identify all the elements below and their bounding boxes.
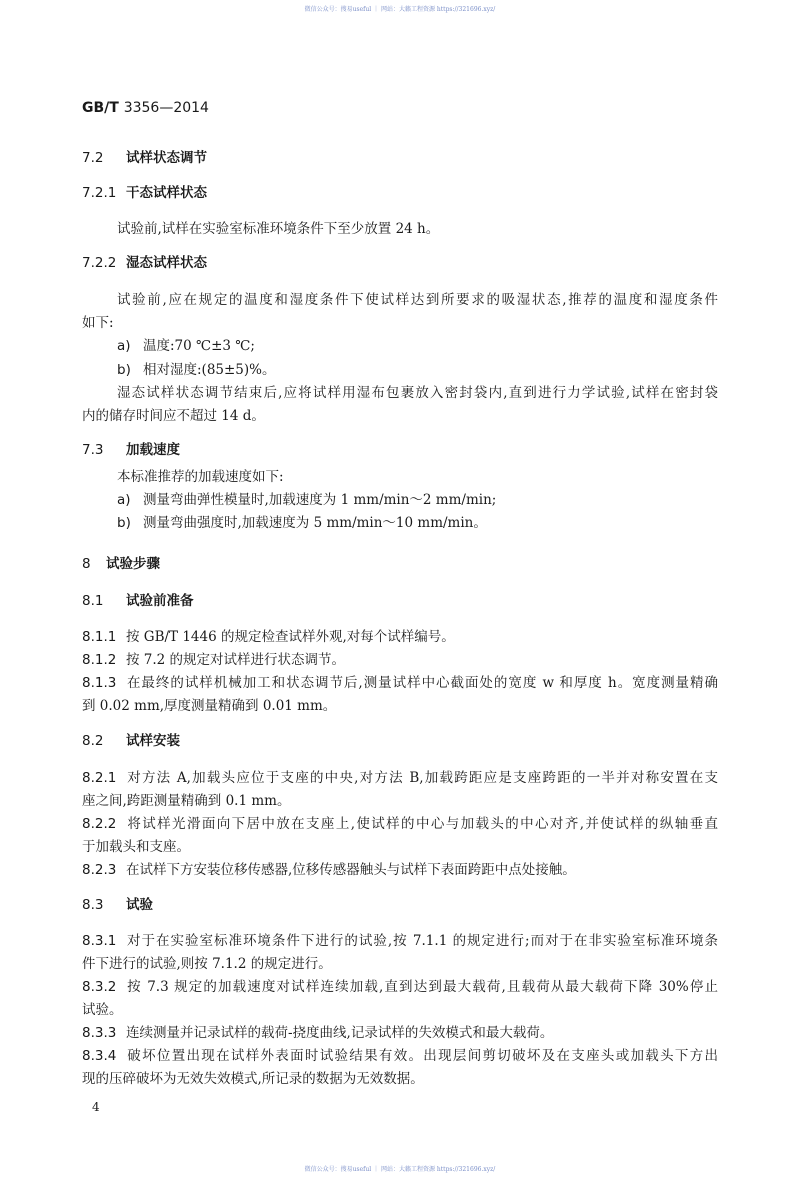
section-title: 干态试样状态: [126, 185, 207, 201]
list-item: [117, 361, 276, 379]
clause-number: 8.1.2: [82, 652, 117, 668]
clause-text: 在最终的试样机械加工和状态调节后,测量试样中心截面处的宽度 w 和厚度 h。宽度测量精确: [126, 675, 718, 691]
section-7-2-2-heading: [82, 254, 207, 272]
clause-number: 8.3.3: [82, 1025, 117, 1041]
clause-continuation: 于加载头和支座。: [82, 839, 190, 855]
section-title: 试验前准备: [126, 593, 194, 609]
clause-8-1-2: [82, 651, 345, 669]
clause-continuation: 到 0.02 mm,厚度测量精确到 0.01 mm。: [82, 698, 337, 714]
section-8-heading: [82, 555, 160, 573]
clause-number: 8.2.3: [82, 862, 117, 878]
clause-number: 8.1.3: [82, 675, 117, 691]
clause-8-3-3: [82, 1024, 553, 1042]
clause-number: 8.2.1: [82, 770, 117, 786]
paragraph: 本标准推荐的加载速度如下:: [117, 469, 284, 485]
paragraph: 试验前,试样在实验室标准环境条件下至少放置 24 h。: [117, 221, 440, 237]
list-text: 测量弯曲弹性模量时,加载速度为 1 mm/min～2 mm/min;: [143, 492, 497, 508]
section-8-2-heading: [82, 732, 180, 750]
paragraph-line: 湿态试样状态调节结束后,应将试样用湿布包裹放入密封袋内,直到进行力学试验,试样在密封袋: [117, 385, 718, 401]
paragraph-line: 内的储存时间应不超过 14 d。: [82, 408, 265, 424]
clause-8-3-4: [82, 1047, 718, 1065]
section-number: 7.2.1: [82, 185, 117, 201]
clause-number: 8.2.2: [82, 816, 117, 832]
section-8-3-heading: [82, 896, 153, 914]
clause-text: 将试样光滑面向下居中放在支座上,使试样的中心与加载头的中心对齐,并使试样的纵轴垂直: [126, 816, 718, 832]
section-number: 7.2.2: [82, 255, 117, 271]
section-number: 7.3: [82, 442, 104, 458]
clause-text: 破坏位置出现在试样外表面时试验结果有效。出现层间剪切破坏及在支座头或加载头下方出: [126, 1048, 718, 1064]
clause-continuation: 座之间,跨距测量精确到 0.1 mm。: [82, 793, 291, 809]
clause-8-1-1: [82, 628, 455, 646]
section-7-2-1-heading: [82, 184, 207, 202]
section-title: 试验步骤: [106, 556, 160, 572]
list-text: 温度:70 ℃±3 ℃;: [143, 338, 255, 354]
paragraph-line: 试验前,应在规定的温度和湿度条件下使试样达到所要求的吸湿状态,推荐的温度和湿度条件: [117, 292, 718, 308]
section-title: 试样状态调节: [126, 150, 207, 166]
clause-number: 8.1.1: [82, 629, 117, 645]
clause-continuation: 件下进行的试验,则按 7.1.2 的规定进行。: [82, 956, 332, 972]
header-std: GB/T: [82, 100, 119, 116]
clause-8-2-2: [82, 815, 718, 833]
clause-text: 连续测量并记录试样的载荷-挠度曲线,记录试样的失效模式和最大载荷。: [126, 1025, 554, 1041]
standard-header: [82, 99, 209, 117]
section-title: 试样安装: [126, 733, 180, 749]
clause-text: 对方法 A,加载头应位于支座的中央,对方法 B,加载跨距应是支座跨距的一半并对称安置在支: [126, 770, 718, 786]
clause-number: 8.3.2: [82, 979, 117, 995]
list-item: [117, 514, 487, 532]
section-8-1-heading: [82, 592, 194, 610]
clause-8-2-1: [82, 769, 718, 787]
header-num: 3356—2014: [123, 100, 209, 116]
clause-text: 按 7.3 规定的加载速度对试样连续加载,直到达到最大载荷,且载荷从最大载荷下降 30%停止: [126, 979, 718, 995]
section-7-3-heading: [82, 441, 180, 459]
section-7-2-heading: [82, 149, 207, 167]
clause-8-1-3: [82, 674, 718, 692]
clause-text: 对于在实验室标准环境条件下进行的试验,按 7.1.1 的规定进行;而对于在非实验室标准环境条: [126, 933, 718, 949]
list-item: [117, 337, 255, 355]
section-number: 8: [82, 556, 91, 572]
section-title: 试验: [126, 897, 153, 913]
list-marker: b): [117, 362, 131, 378]
clause-number: 8.3.4: [82, 1048, 117, 1064]
paragraph-line: 如下:: [82, 315, 114, 331]
list-item: [117, 491, 496, 509]
clause-continuation: 现的压碎破坏为无效失效模式,所记录的数据为无效数据。: [82, 1071, 424, 1087]
section-title: 湿态试样状态: [126, 255, 207, 271]
section-number: 8.3: [82, 897, 104, 913]
clause-text: 按 GB/T 1446 的规定检查试样外观,对每个试样编号。: [126, 629, 455, 645]
clause-8-3-2: [82, 978, 718, 996]
section-number: 8.1: [82, 593, 104, 609]
clause-continuation: 试验。: [82, 1002, 123, 1018]
list-marker: a): [117, 492, 131, 508]
watermark-top: 微信公众号：搜易useful ｜ 网站：大籁工程资源 https://321696.xyz/: [304, 6, 496, 13]
list-marker: b): [117, 515, 131, 531]
section-title: 加载速度: [126, 442, 180, 458]
clause-8-3-1: [82, 932, 718, 950]
list-text: 相对湿度:(85±5)%。: [143, 362, 276, 378]
clause-number: 8.3.1: [82, 933, 117, 949]
clause-8-2-3: [82, 861, 576, 879]
list-marker: a): [117, 338, 131, 354]
watermark-bottom: 微信公众号：搜易useful ｜ 网站：大籁工程资源 https://321696.xyz/: [304, 1166, 496, 1173]
clause-text: 在试样下方安装位移传感器,位移传感器触头与试样下表面跨距中点处接触。: [126, 862, 576, 878]
section-number: 7.2: [82, 150, 104, 166]
page-number: 4: [92, 1100, 100, 1114]
list-text: 测量弯曲强度时,加载速度为 5 mm/min～10 mm/min。: [143, 515, 487, 531]
section-number: 8.2: [82, 733, 104, 749]
clause-text: 按 7.2 的规定对试样进行状态调节。: [126, 652, 346, 668]
